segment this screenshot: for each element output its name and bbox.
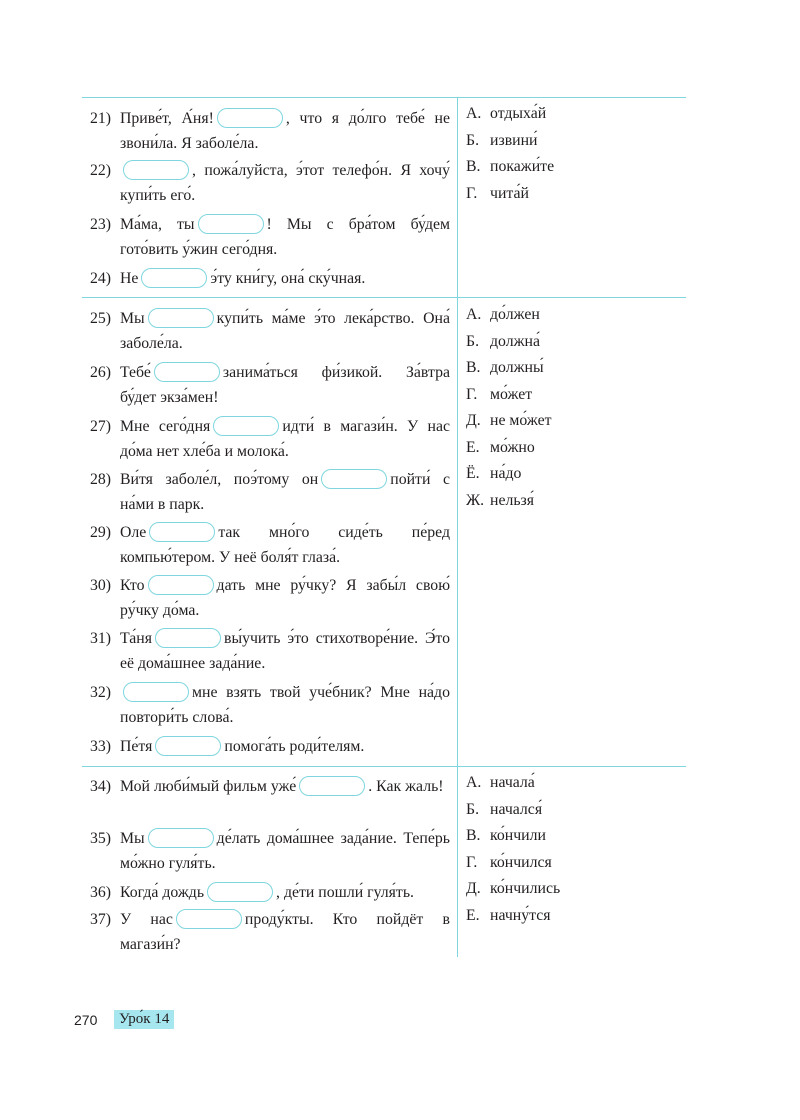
answer-blank[interactable] — [321, 469, 387, 489]
page-number: 270 — [74, 1012, 98, 1028]
question-37: 37) У нас проду́кты. Кто пойдёт в магази́н? — [90, 911, 450, 953]
answer-blank[interactable] — [176, 909, 242, 929]
answer-blank[interactable] — [299, 776, 365, 796]
answer-blank[interactable] — [155, 628, 221, 648]
option: Ж. нельзя́ — [466, 491, 535, 509]
lesson-label: Уро́к 14 — [114, 1010, 174, 1029]
options-block-3 — [466, 770, 676, 929]
option: Е. мо́жно — [466, 438, 535, 456]
question-29: 29) Оле так мно́го сиде́ть пе́ред компью́тером. У неё боля́т глаза́. — [90, 524, 450, 566]
question-35: 35) Мы де́лать дома́шнее зада́ние. Тепе́рь мо́жно гуля́ть. — [90, 830, 450, 872]
options-block-2 — [466, 302, 676, 514]
answer-blank[interactable] — [148, 575, 214, 595]
question-21: 21) Приве́т, А́ня! , что я до́лго тебе́ не звони́ла. Я заболе́ла. — [90, 110, 450, 152]
option: Б. начался́ — [466, 800, 543, 818]
question-36: 36) Когда́ дождь , де́ти пошли́ гуля́ть. — [90, 884, 414, 901]
question-25: 25) Мы купи́ть ма́ме э́то лека́рство. Она́ заболе́ла. — [90, 310, 450, 352]
option: А. отдыха́й — [466, 105, 547, 122]
divider-top — [82, 97, 686, 98]
answer-blank[interactable] — [155, 736, 221, 756]
answer-blank[interactable] — [149, 522, 215, 542]
answer-blank[interactable] — [148, 828, 214, 848]
answer-blank[interactable] — [154, 362, 220, 382]
option: В. должны́ — [466, 359, 544, 376]
answer-blank[interactable] — [207, 882, 273, 902]
option: Б. должна́ — [466, 332, 540, 350]
question-26: 26) Тебе́ занима́ться фи́зикой. За́втра бу́дет экза́мен! — [90, 364, 450, 406]
divider-2 — [82, 766, 686, 767]
option: Ё. на́до — [466, 465, 522, 482]
question-32: 32) мне взять твой уче́бник? Мне на́до повтори́ть слова́. — [90, 684, 450, 726]
question-31: 31) Та́ня вы́учить э́то стихотворе́ние. Э́то её дома́шнее зада́ние. — [90, 630, 450, 672]
option: А. начала́ — [466, 774, 535, 791]
options-block-1 — [466, 101, 676, 207]
divider-1 — [82, 297, 686, 298]
option: Г. ко́нчился — [466, 853, 552, 871]
question-34: 34) Мой люби́мый фильм уже́ . Как жаль! — [90, 778, 444, 795]
option: А. до́лжен — [466, 306, 540, 323]
answer-blank[interactable] — [123, 160, 189, 180]
question-33: 33) Пе́тя помога́ть роди́телям. — [90, 738, 365, 755]
answer-blank[interactable] — [141, 268, 207, 288]
answer-blank[interactable] — [123, 682, 189, 702]
option: Д. не мо́жет — [466, 412, 552, 429]
option: Д. ко́нчились — [466, 880, 561, 897]
option: Б. извини́ — [466, 131, 538, 149]
answer-blank[interactable] — [217, 108, 283, 128]
question-23: 23) Ма́ма, ты ! Мы с бра́том бу́дем гото́вить у́жин сего́дня. — [90, 216, 450, 258]
question-27: 27) Мне сего́дня идти́ в магази́н. У нас до́ма нет хле́ба и молока́. — [90, 418, 450, 460]
answer-blank[interactable] — [213, 416, 279, 436]
answer-blank[interactable] — [148, 308, 214, 328]
question-24: 24) Не э́ту кни́гу, она́ ску́чная. — [90, 270, 366, 287]
question-22: 22) , пожа́луйста, э́тот телефо́н. Я хочу́ купи́ть его́. — [90, 162, 450, 204]
option: Г. чита́й — [466, 184, 529, 202]
option: Е. начну́тся — [466, 906, 551, 924]
option: В. ко́нчили — [466, 827, 546, 844]
answer-blank[interactable] — [198, 214, 264, 234]
question-30: 30) Кто дать мне ру́чку? Я забы́л свою́ ру́чку до́ма. — [90, 577, 450, 619]
question-28: 28) Ви́тя заболе́л, поэ́тому он пойти́ с на́ми в парк. — [90, 471, 450, 513]
option: Г. мо́жет — [466, 385, 533, 403]
column-divider — [457, 97, 458, 957]
option: В. покажи́те — [466, 158, 555, 175]
